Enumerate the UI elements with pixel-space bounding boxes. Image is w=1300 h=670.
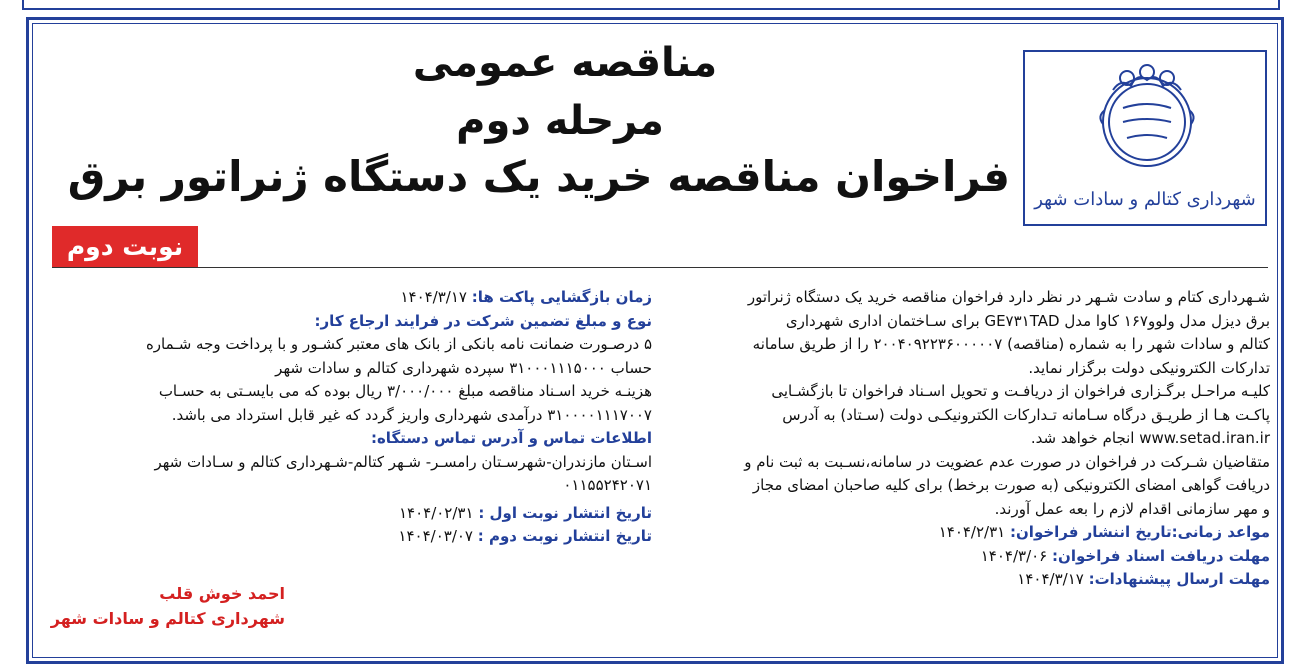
para1-line: کتالم و سادات شهر را به شماره (مناقصه) ۲۰۰۴۰۹۲۲۳۶۰۰۰۰۰۷ را از طریق سامانه — [752, 335, 1270, 353]
publication-row — [46, 525, 652, 549]
para3-line: دریافت گواهی امضای الکترونیکی (به صورت برخط) برای کلیه صاحبان امضای مجاز — [752, 476, 1270, 494]
contact-phone: ۰۱۱۵۵۲۴۲۰۷۱ — [563, 476, 652, 494]
round-badge: نوبت دوم — [52, 226, 198, 268]
opening-value: ۱۴۰۴/۳/۱۷ — [400, 288, 467, 306]
date-value: ۱۴۰۴/۳/۰۶ — [980, 546, 1048, 565]
logo-caption: شهرداری کتالم و سادات شهر — [1034, 189, 1256, 210]
municipality-logo — [1023, 50, 1267, 226]
date-row — [686, 545, 1270, 569]
title-stage: مرحله دوم — [456, 98, 664, 144]
guarantee-heading: نوع و مبلغ تضمین شرکت در فرایند ارجاع کار: — [314, 311, 652, 330]
date-value: ۱۴۰۴/۲/۳۱ — [938, 523, 1006, 541]
date-label: مهلت دریافت اسناد فراخوان: — [1052, 546, 1270, 565]
opening-label: زمان بازگشایی پاکت ها: — [471, 288, 652, 306]
date-row — [686, 521, 1270, 545]
guarantee-line: ۳۱۰۰۰۰۱۱۱۷۰۰۷ درآمدی شهرداری واریز گردد که غیر قابل استرداد می باشد. — [171, 405, 652, 424]
header-divider — [52, 267, 1268, 268]
guarantee-line: ۵ درصـورت ضمانت نامه بانکی از بانک های معتبر کشـور و با پرداخت وجه شـماره — [145, 335, 652, 353]
para2-line: پاکـت هـا از طریـق درگاه سـامانه تـدارکات الکترونیکـی دولت (سـتاد) به آدرس — [782, 405, 1270, 424]
opening-row — [46, 286, 652, 310]
publication-row — [46, 502, 652, 526]
title-public-tender: مناقصه عمومی — [412, 40, 718, 86]
para1-line: شـهرداری کتام و سادت شـهر در نظر دارد فراخوان مناقصه خرید یک دستگاه ژنراتور — [747, 288, 1270, 306]
para1-line: تدارکات الکترونیکی دولت برگزار نماید. — [1028, 358, 1270, 377]
signature-name: احمد خوش قلب — [159, 584, 285, 603]
para3-line: متقاضیان شـرکت در فراخوان در صورت عدم عضویت در سامانه،نسـبت به ثبت نام و — [744, 452, 1270, 471]
date-row — [686, 568, 1270, 592]
right-column — [686, 286, 1270, 592]
top-border-band — [22, 0, 1280, 10]
para2-line: www.setad.iran.ir انجام خواهد شد. — [1030, 429, 1270, 447]
para1-line: برق دیزل مدل ولوو۱۶۷ کاوا مدل GE۷۳۱TAD برای سـاختمان اداری شهرداری — [785, 311, 1270, 330]
pub2-label: تاریخ انتشار نوبت دوم : — [477, 527, 652, 545]
seal-emblem-icon — [1083, 60, 1211, 176]
title-subject: فراخوان مناقصه خرید یک دستگاه ژنراتور برق — [67, 152, 1010, 201]
pub1-value: ۱۴۰۴/۰۲/۳۱ — [398, 503, 474, 522]
contact-heading: اطلاعات تماس و آدرس تماس دستگاه: — [370, 429, 652, 447]
guarantee-line: حساب ۳۱۰۰۰۱۱۱۵۰۰۰ سپرده شهرداری کتالم و سادات شهر — [275, 358, 652, 377]
contact-line: اسـتان مازندران-شهرسـتان رامسـر- شـهر کتالم-شـهرداری کتالم و سـادات شهر — [154, 452, 652, 471]
para2-line: کلیـه مراحـل برگـزاری فراخوان از دریافـت و تحویل اسـناد فراخوان تا بازگشـایی — [771, 382, 1270, 400]
date-label: مهلت ارسال پیشنهادات: — [1088, 570, 1270, 588]
para3-line: و مهر سازمانی اقدام لازم را بعه عمل آورند. — [994, 499, 1270, 518]
date-value: ۱۴۰۴/۳/۱۷ — [1017, 570, 1084, 588]
pub1-label: تاریخ انتشار نوبت اول : — [478, 503, 652, 522]
date-label: مواعد زمانی:تاریخ اننشار فراخوان: — [1010, 523, 1270, 541]
signature-org: شهرداری کتالم و سادات شهر — [50, 609, 285, 628]
guarantee-line: هزینـه خرید اسـناد مناقصه مبلغ ۳/۰۰۰/۰۰۰ ریال بوده که می بایسـتی به حسـاب — [158, 382, 652, 400]
pub2-value: ۱۴۰۴/۰۳/۰۷ — [398, 527, 473, 545]
left-column — [46, 286, 652, 549]
